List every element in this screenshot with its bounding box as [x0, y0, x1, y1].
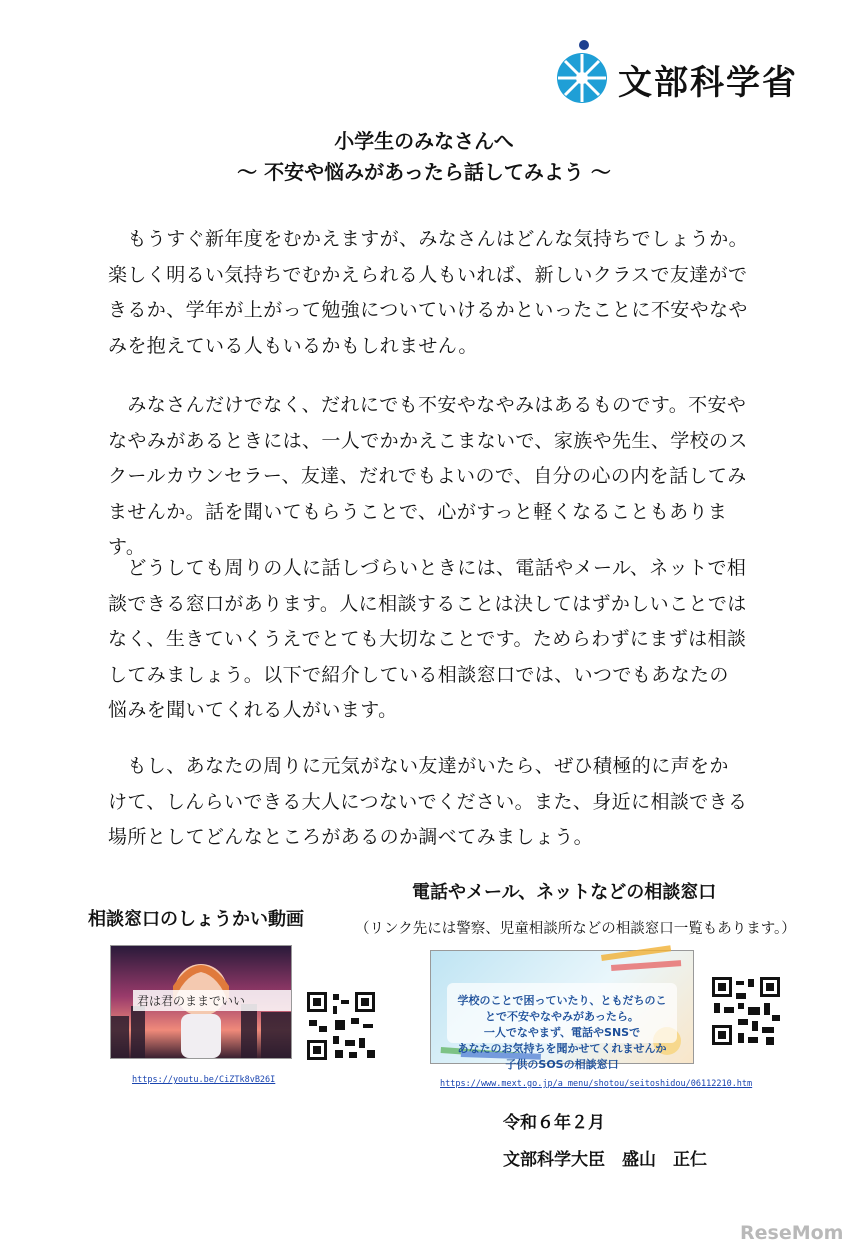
qr-code-icon	[710, 975, 782, 1047]
site-watermark: ReseMom	[740, 1222, 844, 1244]
qr-code-icon	[305, 990, 377, 1062]
video-qr-code[interactable]	[305, 990, 377, 1062]
video-section-label: 相談窓口のしょうかい動画	[88, 909, 304, 930]
consult-section-label: 電話やメール、ネットなどの相談窓口	[412, 882, 717, 903]
paragraph-2: みなさんだけでなく、だれにでも不安やなやみはあるものです。不安やなやみがあるときには、一人でかかえこまないで、家族や先生、学校のスクールカウンセラー、友達、だれでもよいので、自分の心の内を話してみませんか。話を聞いてもらうことで、心がすっと軽くなることもあります。	[108, 394, 748, 558]
consult-banner[interactable]	[430, 950, 694, 1071]
page-title: 小学生のみなさんへ	[334, 129, 514, 153]
consult-banner-caption: 学校のことで困っていたり、ともだちのことで不安やなやみがあったら。 一人でなやまず、電話やSNSで あなたのお気持ちを聞かせてくれませんか 子供のSOSの相談窓口	[457, 994, 667, 1071]
consult-section-note: （リンク先には警察、児童相談所などの相談窓口一覧もあります。）	[355, 921, 796, 937]
consult-link[interactable]: https://www.mext.go.jp/a_menu/shotou/seitoshidou/06112210.htm	[440, 1079, 753, 1089]
issue-date: 令和６年２月	[503, 1113, 605, 1133]
paragraph-1: もうすぐ新年度をむかえますが、みなさんはどんな気持ちでしょうか。楽しく明るい気持ちでむかえられる人もいれば、新しいクラスで友達ができるか、学年が上がって勉強についていけるかといったことに不安やなやみを抱えている人もいるかもしれません。	[108, 228, 749, 357]
video-thumbnail[interactable]	[110, 945, 292, 1059]
page-subtitle: ～ 不安や悩みがあったら話してみよう ～	[237, 160, 611, 184]
video-link[interactable]: https://youtu.be/CiZTk8vB26I	[132, 1075, 276, 1085]
paragraph-3: どうしても周りの人に話しづらいときには、電話やメール、ネットで相談できる窓口があります。人に相談することは決してはずかしいことではなく、生きていくうえでとても大切なことです。ためらわずにまずは相談してみましょう。以下で紹介している相談窓口では、いつでもあなたの悩みを聞いてくれる人がいます。	[108, 557, 747, 721]
signer-name: 文部科学大臣 盛山 正仁	[503, 1150, 707, 1170]
video-thumbnail-caption: 君は君のままでいい	[133, 990, 291, 1011]
paragraph-4: もし、あなたの周りに元気がない友達がいたら、ぜひ積極的に声をかけて、しんらいできる大人につないでください。また、身近に相談できる場所としてどんなところがあるのか調べてみましょう。	[108, 755, 748, 848]
ministry-emblem-icon	[556, 38, 620, 108]
consult-qr-code[interactable]	[710, 975, 782, 1047]
ministry-name: 文部科学省	[618, 63, 798, 103]
